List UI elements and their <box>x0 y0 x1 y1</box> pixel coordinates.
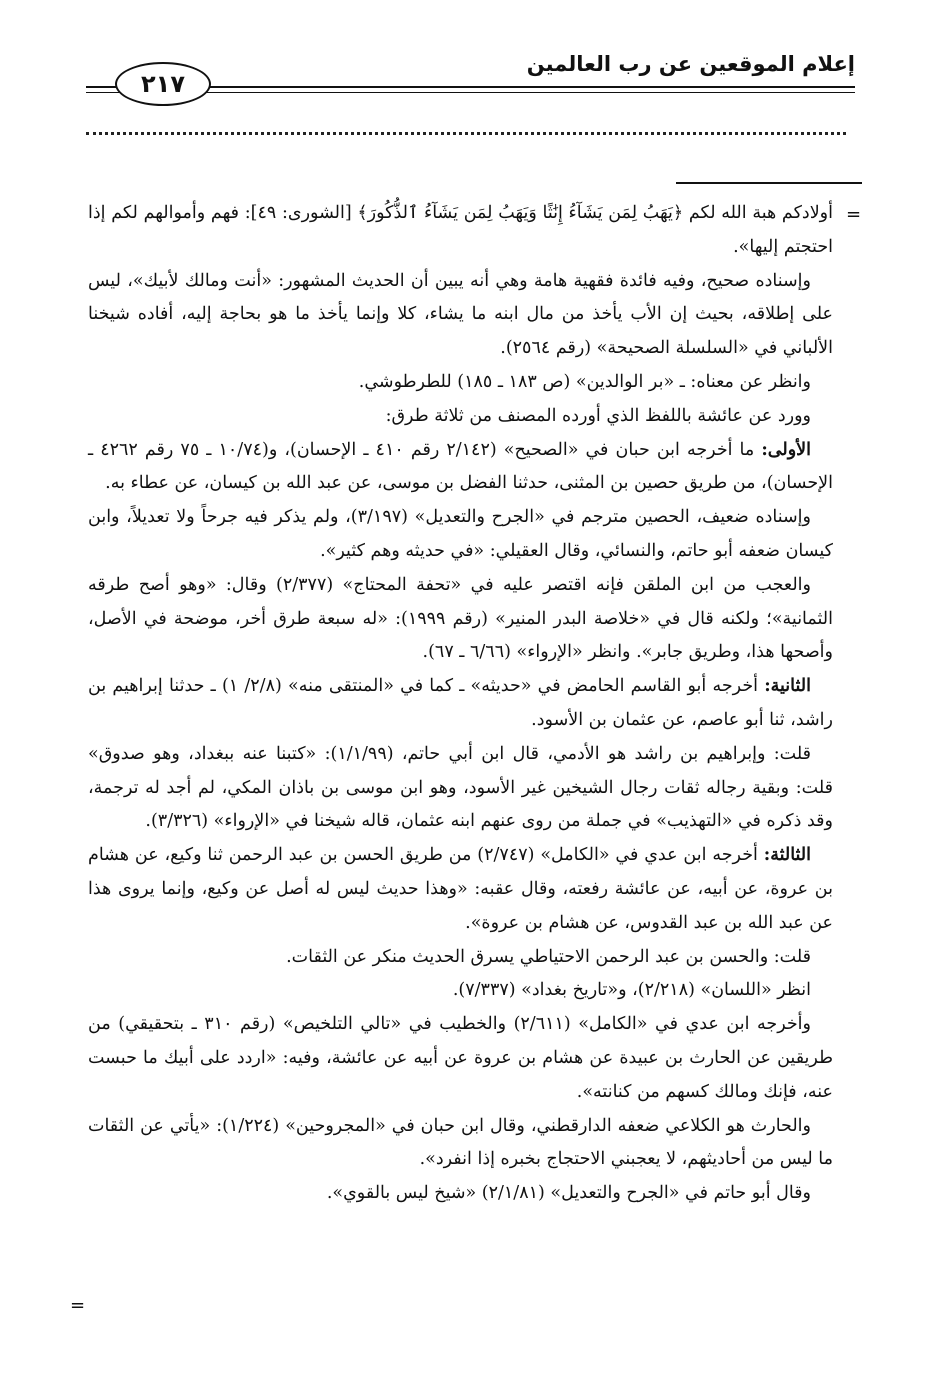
paragraph-text: وأخرجه ابن عدي في «الكامل» (٢/٦١١) والخطيب في «تالي التلخيص» (رقم ٣١٠ ـ بتحقيقي) من طريقين عن الحارث بن عبيدة عن هشام بن عروة عن أبيه عن عائشة، وفيه: «اردد على أبيك ما حبست عنه، فإنك ومالك كسهم من كنانته». <box>88 1014 833 1102</box>
footnote-text <box>88 197 833 1211</box>
footnote-paragraph <box>88 670 833 738</box>
footnote-paragraph <box>88 941 833 975</box>
footnote-paragraph <box>88 1110 833 1178</box>
page-number-badge <box>115 62 211 106</box>
footnote-paragraph <box>88 1177 833 1211</box>
footnote-rule <box>676 182 862 184</box>
route-label: الأولى: <box>761 439 812 460</box>
footnote-paragraph <box>88 974 833 1008</box>
footnote-paragraph <box>88 1008 833 1109</box>
paragraph-text: وانظر عن معناه: ـ «بر الوالدين» (ص ١٨٣ ـ ١٨٥) للطرطوشي. <box>358 371 811 392</box>
book-title: إعلام الموقعين عن رب العالمين <box>526 52 855 76</box>
footnote-paragraph <box>88 839 833 940</box>
route-label: الثانية: <box>764 676 811 697</box>
paragraph-text: وإسناده ضعيف، الحصين مترجم في «الجرح والتعديل» (٣/١٩٧)، ولم يذكر فيه جرحاً ولا تعديلاً، وابن كيسان ضعفه أبو حاتم، والنسائي، وقال العقيلي: «في حديثه وهم كثير». <box>88 507 833 561</box>
paragraph-text: وقال أبو حاتم في «الجرح والتعديل» (٢/١/٨١) «شيخ ليس بالقوي». <box>326 1183 811 1204</box>
continuation-mark-top: = <box>846 204 862 225</box>
paragraph-text: والعجب من ابن الملقن فإنه اقتصر عليه في «تحفة المحتاج» (٢/٣٧٧) وقال: «وهو أصح طرقه الثمانية»؛ ولكنه قال في «خلاصة البدر المنير» (رقم ١٩٩٩): «له سبعة طرق أخر، موضحة في الأصل، وأصحها هذا، وطريق جابر». وانظر «الإرواء» (٦/٦٦ ـ ٦٧). <box>88 574 833 663</box>
paragraph-text: أخرجه ابن عدي في «الكامل» (٢/٧٤٧) من طريق الحسن بن عبد الرحمن ثنا وكيع، عن هشام بن عروة، عن أبيه، عن عائشة رفعته، وقال عقبه: «وهذا حديث ليس له أصل عن وكيع، وإنما يروى هذا عن عبد الله بن عبد القدوس، عن هشام بن عروة». <box>88 845 833 933</box>
footnote-paragraph <box>88 501 833 569</box>
route-label: الثالثة: <box>763 845 811 866</box>
paragraph-text: قلت: والحسن بن عبد الرحمن الاحتياطي يسرق الحديث منكر عن الثقات. <box>286 946 811 967</box>
paragraph-text: انظر «اللسان» (٢/٢١٨)، و«تاريخ بغداد» (٧/٣٣٧). <box>452 980 811 1001</box>
dotted-separator <box>86 132 846 135</box>
paragraph-text: أخرجه أبو القاسم الحامض في «حديثه» ـ كما في «المنتقى منه» (٢/٨/ ١) ـ حدثنا إبراهيم بن راشد، ثنا أبو عاصم، عن عثمان بن الأسود. <box>88 676 833 730</box>
footnote-paragraph <box>88 265 833 366</box>
paragraph-text: وورد عن عائشة باللفظ الذي أورده المصنف من ثلاثة طرق: <box>385 405 811 426</box>
paragraph-text: قلت: وإبراهيم بن راشد هو الأدمي، قال ابن أبي حاتم، (١/١/٩٩): «كتبنا عنه ببغداد، وهو صدوق» قلت: وبقية رجاله ثقات رجال الشيخين غير الأسود، وهو ابن موسى بن باذان المكي، لم أجد له ترجمة، وقد ذكره في «التهذيب» في جملة من روى عنهم ابنه عثمان، قاله شيخنا في «الإرواء» (٣/٣٢٦). <box>88 743 833 832</box>
paragraph-text: والحارث هو الكلاعي ضعفه الدارقطني، وقال ابن حبان في «المجروحين» (١/٢٢٤): «يأتي عن الثقات ما ليس من أحاديثهم، لا يعجبني الاحتجاج بخبره إذا انفرد». <box>88 1115 833 1170</box>
page-number: ٢١٧ <box>141 70 185 98</box>
continuation-mark-bottom: = <box>70 1295 86 1316</box>
footnote-paragraph <box>88 569 833 670</box>
footnote-paragraph <box>88 197 833 265</box>
footnote-paragraph <box>88 400 833 434</box>
paragraph-text: أولادكم هبة الله لكم ﴿يَهَبُ لِمَن يَشَآءُ إِنَٰثًا وَيَهَبُ لِمَن يَشَآءُ ٱلذُّكُورَ﴾ [الشورى: ٤٩]: فهم وأموالهم لكم إذا احتجتم إليها». <box>88 203 833 257</box>
footnote-paragraph <box>88 738 833 839</box>
paragraph-text: وإسناده صحيح، وفيه فائدة فقهية هامة وهي أنه يبين أن الحديث المشهور: «أنت ومالك لأبيك»، ليس على إطلاقه، بحيث إن الأب يأخذ من مال ابنه ما يشاء، كلا وإنما يأخذ ما هو بحاجة إليه، أفاده شيخنا الألباني في «السلسلة الصحيحة» (رقم ٢٥٦٤). <box>88 270 833 359</box>
footnote-paragraph <box>88 434 833 502</box>
paragraph-text: ما أخرجه ابن حبان في «الصحيح» (٢/١٤٢ رقم ٤١٠ ـ الإحسان)، و(١٠/٧٤ ـ ٧٥ رقم ٤٢٦٢ ـ الإحسان)، من طريق حصين بن المثنى، حدثنا الفضل بن موسى، عن عبد الله بن كيسان، عن عطاء به. <box>88 439 833 494</box>
footnote-paragraph <box>88 366 833 400</box>
